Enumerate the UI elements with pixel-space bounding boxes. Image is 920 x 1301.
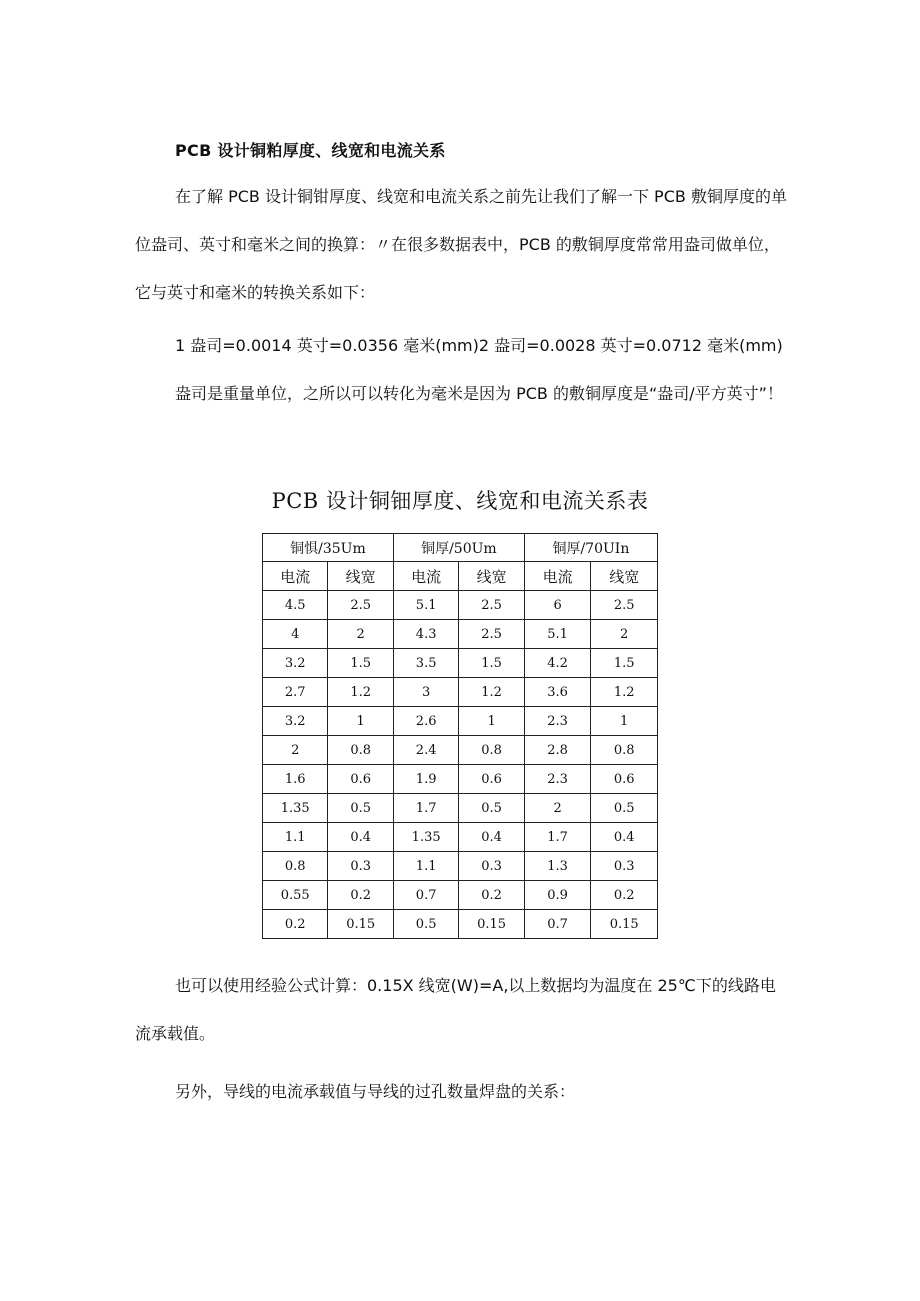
table-cell: 0.4 — [459, 823, 524, 852]
sub-header-width: 线宽 — [459, 562, 524, 591]
table-cell: 2 — [263, 736, 328, 765]
intro-paragraph: 在了解 PCB 设计铜钳厚度、线宽和电流关系之前先让我们了解一下 PCB 敷铜厚度的单位盎司、英寸和毫米之间的换算：〃在很多数据表中，PCB 的敷铜厚度常常用盎司做单位，它与英寸和毫米的转换关系如下： — [135, 187, 787, 302]
table-cell: 2.5 — [459, 591, 524, 620]
table-cell: 2.8 — [524, 736, 591, 765]
table-row — [263, 852, 658, 881]
table-cell: 0.55 — [263, 881, 328, 910]
table-cell: 1.3 — [524, 852, 591, 881]
table-cell: 0.8 — [459, 736, 524, 765]
table-cell: 0.7 — [393, 881, 458, 910]
table-cell: 1.5 — [591, 649, 658, 678]
group-header-70um: 铜厚/70UIn — [524, 534, 657, 562]
table-row — [263, 707, 658, 736]
table-cell: 0.6 — [459, 765, 524, 794]
table-cell: 0.9 — [524, 881, 591, 910]
table-cell: 0.6 — [328, 765, 393, 794]
table-row — [263, 794, 658, 823]
table-cell: 0.15 — [591, 910, 658, 939]
table-cell: 0.2 — [459, 881, 524, 910]
table-cell: 0.8 — [263, 852, 328, 881]
table-row — [263, 678, 658, 707]
table-cell: 1.5 — [459, 649, 524, 678]
table-cell: 4 — [263, 620, 328, 649]
group-header-50um: 铜厚/50Um — [393, 534, 524, 562]
table-cell: 2.4 — [393, 736, 458, 765]
table-row — [263, 765, 658, 794]
table-sub-header-row — [263, 562, 658, 591]
table-row — [263, 910, 658, 939]
table-cell: 1.2 — [591, 678, 658, 707]
table-cell: 1 — [459, 707, 524, 736]
sub-header-current: 电流 — [263, 562, 328, 591]
table-cell: 0.5 — [459, 794, 524, 823]
table-cell: 0.15 — [328, 910, 393, 939]
table-cell: 4.5 — [263, 591, 328, 620]
via-relation-paragraph: 另外，导线的电流承载值与导线的过孔数量焊盘的关系： — [175, 1082, 576, 1101]
table-cell: 0.6 — [591, 765, 658, 794]
table-cell: 0.8 — [591, 736, 658, 765]
document-title: PCB 设计铜粕厚度、线宽和电流关系 — [175, 141, 446, 160]
table-cell: 3.2 — [263, 707, 328, 736]
table-cell: 2.3 — [524, 707, 591, 736]
sub-header-width: 线宽 — [328, 562, 393, 591]
table-cell: 1.6 — [263, 765, 328, 794]
table-cell: 2.3 — [524, 765, 591, 794]
table-cell: 2.5 — [328, 591, 393, 620]
table-cell: 0.15 — [459, 910, 524, 939]
sub-header-width: 线宽 — [591, 562, 658, 591]
table-cell: 2.7 — [263, 678, 328, 707]
table-cell: 1.2 — [459, 678, 524, 707]
table-group-header-row — [263, 534, 658, 562]
table-row — [263, 649, 658, 678]
table-cell: 0.7 — [524, 910, 591, 939]
table-cell: 2 — [524, 794, 591, 823]
formula-paragraph: 也可以使用经验公式计算：0.15X 线宽(W)=A,以上数据均为温度在 25℃下的线路电流承载值。 — [135, 976, 776, 1043]
table-row — [263, 823, 658, 852]
table-caption: PCB 设计铜钿厚度、线宽和电流关系表 — [271, 489, 649, 513]
table-cell: 2.6 — [393, 707, 458, 736]
table-cell: 1.35 — [263, 794, 328, 823]
sub-header-current: 电流 — [524, 562, 591, 591]
table-cell: 5.1 — [393, 591, 458, 620]
table-cell: 1 — [591, 707, 658, 736]
table-cell: 2.5 — [459, 620, 524, 649]
table-cell: 0.2 — [263, 910, 328, 939]
table-cell: 0.5 — [328, 794, 393, 823]
table-cell: 4.3 — [393, 620, 458, 649]
table-cell: 0.2 — [591, 881, 658, 910]
table-cell: 1.35 — [393, 823, 458, 852]
table-row — [263, 881, 658, 910]
table-cell: 1 — [328, 707, 393, 736]
table-cell: 3.2 — [263, 649, 328, 678]
table-cell: 2 — [591, 620, 658, 649]
table-cell: 0.3 — [591, 852, 658, 881]
table-cell: 0.4 — [328, 823, 393, 852]
table-cell: 3 — [393, 678, 458, 707]
table-cell: 6 — [524, 591, 591, 620]
table-cell: 0.3 — [328, 852, 393, 881]
conversion-paragraph: 1 盎司=0.0014 英寸=0.0356 毫米(mm)2 盎司=0.0028 英寸=0.0712 毫米(mm) — [175, 336, 783, 355]
table-cell: 0.4 — [591, 823, 658, 852]
table-cell: 1.7 — [393, 794, 458, 823]
table-cell: 3.5 — [393, 649, 458, 678]
current-width-table — [262, 533, 658, 939]
table-cell: 5.1 — [524, 620, 591, 649]
table-cell: 3.6 — [524, 678, 591, 707]
table-row — [263, 620, 658, 649]
table-cell: 0.5 — [591, 794, 658, 823]
table-row — [263, 736, 658, 765]
table-cell: 1.2 — [328, 678, 393, 707]
table-row — [263, 591, 658, 620]
table-cell: 2 — [328, 620, 393, 649]
table-body — [263, 591, 658, 939]
table-cell: 4.2 — [524, 649, 591, 678]
table-cell: 1.7 — [524, 823, 591, 852]
sub-header-current: 电流 — [393, 562, 458, 591]
group-header-35um: 铜惧/35Um — [263, 534, 394, 562]
table-cell: 0.3 — [459, 852, 524, 881]
ounce-note-paragraph: 盎司是重量单位，之所以可以转化为毫米是因为 PCB 的敷铜厚度是“盎司/平方英寸”！ — [175, 384, 783, 403]
table-cell: 0.2 — [328, 881, 393, 910]
table-cell: 1.5 — [328, 649, 393, 678]
table-cell: 1.1 — [393, 852, 458, 881]
table-cell: 0.8 — [328, 736, 393, 765]
table-cell: 1.1 — [263, 823, 328, 852]
table-cell: 0.5 — [393, 910, 458, 939]
table-cell: 2.5 — [591, 591, 658, 620]
table-cell: 1.9 — [393, 765, 458, 794]
